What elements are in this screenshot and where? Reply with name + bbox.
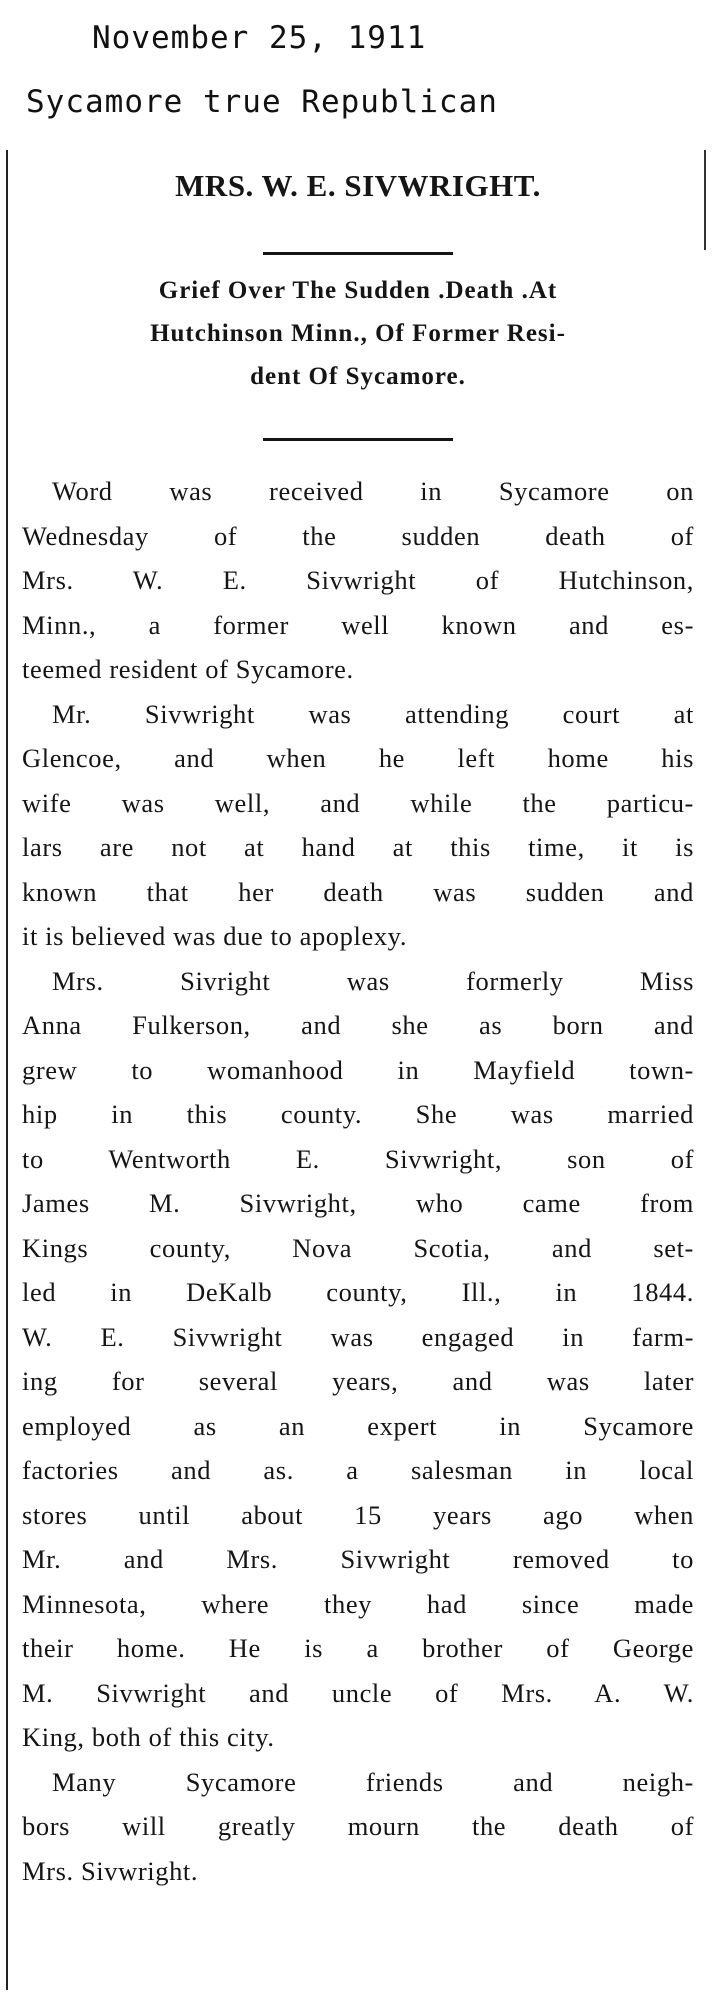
- article-paragraph: [22, 959, 694, 1760]
- column-rule-left: [6, 150, 8, 1990]
- article-line: Minnesota, where they had since made: [22, 1588, 694, 1619]
- article-line: Mr. Sivwright was attending court at: [52, 698, 694, 729]
- article-line: led in DeKalb county, Ill., in 1844.: [22, 1277, 694, 1307]
- article-line: employed as an expert in Sycamore: [22, 1410, 694, 1441]
- article-body: [22, 469, 694, 1893]
- article-line: Kings county, Nova Scotia, and set-: [22, 1232, 694, 1263]
- article-paragraph: [22, 469, 694, 692]
- article-line: Minn., a former well known and es-: [22, 609, 694, 640]
- subhead-line: Grief Over The Sudden .Death .At: [158, 277, 558, 304]
- article-line: King, both of this city.: [22, 1722, 275, 1752]
- article-line: ing for several years, and was later: [22, 1366, 694, 1396]
- clipping-date: November 25, 1911: [92, 20, 427, 56]
- article-line: teemed resident of Sycamore.: [22, 654, 354, 684]
- article-headline: MRS. W. E. SIVWRIGHT.: [175, 168, 541, 203]
- article-line: their home. He is a brother of George: [22, 1633, 694, 1663]
- article-line: Many Sycamore friends and neigh-: [52, 1766, 694, 1797]
- article-line: Mrs. Sivright was formerly Miss: [52, 965, 694, 996]
- clipping-source: Sycamore true Republican: [26, 84, 498, 120]
- article-line: bors will greatly mourn the death of: [22, 1811, 694, 1841]
- article-paragraph: [22, 1760, 694, 1894]
- article-line: Mr. and Mrs. Sivwright removed to: [22, 1544, 694, 1574]
- subhead-line: Hutchinson Minn., Of Former Resi-: [150, 320, 566, 347]
- article-line: Wednesday of the sudden death of: [22, 520, 694, 551]
- article-line: it is believed was due to apoplexy.: [22, 921, 408, 951]
- article-line: James M. Sivwright, who came from: [22, 1188, 694, 1218]
- article-line: factories and as. a salesman in local: [22, 1455, 694, 1485]
- column-rule-right: [704, 150, 706, 250]
- article-line: M. Sivwright and uncle of Mrs. A. W.: [22, 1677, 694, 1708]
- subhead-divider: [263, 438, 453, 441]
- article-line: Mrs. W. E. Sivwright of Hutchinson,: [22, 565, 694, 595]
- article-line: wife was well, and while the particu-: [22, 787, 694, 818]
- article-line: Word was received in Sycamore on: [52, 476, 694, 506]
- article-line: to Wentworth E. Sivwright, son of: [22, 1143, 694, 1174]
- article-line: W. E. Sivwright was engaged in farm-: [22, 1321, 694, 1352]
- article-line: Mrs. Sivwright.: [22, 1855, 199, 1886]
- article-line: known that her death was sudden and: [22, 876, 694, 907]
- article-line: Anna Fulkerson, and she as born and: [22, 1010, 694, 1040]
- article-line: hip in this county. She was married: [22, 1099, 694, 1129]
- article-line: Glencoe, and when he left home his: [22, 743, 694, 773]
- subhead-line: dent Of Sycamore.: [250, 363, 466, 390]
- article-paragraph: [22, 692, 694, 959]
- article-line: stores until about 15 years ago when: [22, 1499, 694, 1530]
- headline-divider: [263, 252, 453, 255]
- article-subhead: [22, 269, 694, 398]
- newspaper-column: [22, 158, 694, 1893]
- article-line: grew to womanhood in Mayfield town-: [22, 1054, 694, 1085]
- article-line: lars are not at hand at this time, it is: [22, 832, 694, 862]
